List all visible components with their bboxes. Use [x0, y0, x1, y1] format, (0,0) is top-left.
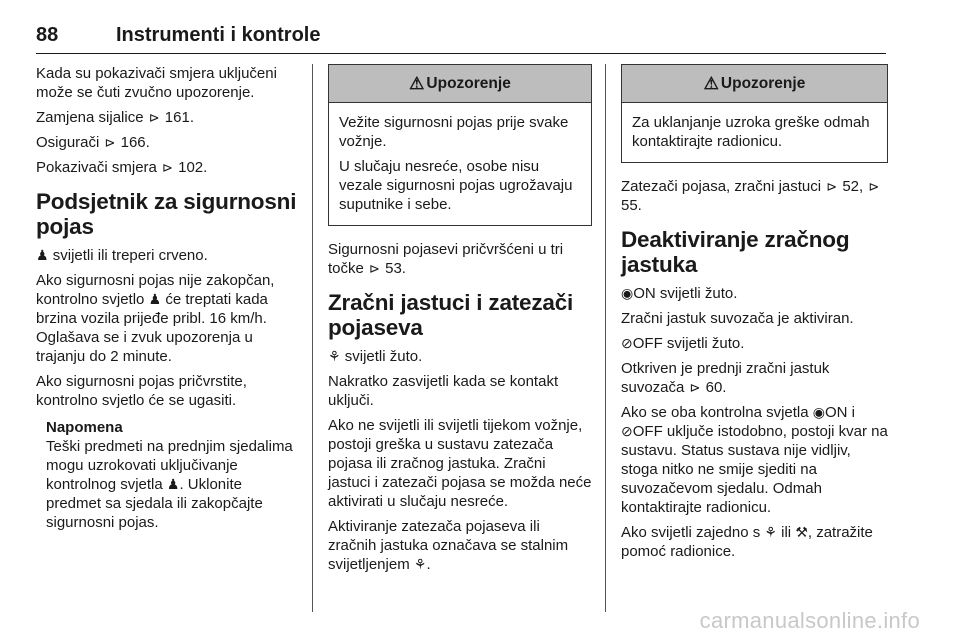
- paragraph: Otkriven je prednji zračni jastuk suvozača ⊳ 60.: [621, 360, 830, 396]
- page-ref-icon: ⊳: [104, 135, 116, 150]
- paragraph: ◉ON svijetli žuto.: [621, 285, 738, 302]
- paragraph: Sigurnosni pojasevi pričvršćeni u tri točke ⊳ 53.: [328, 241, 564, 277]
- wrench-icon: ⚒: [795, 524, 808, 540]
- column-3: [621, 64, 888, 567]
- paragraph: Zatezači pojasa, zračni jastuci ⊳ 52, ⊳ 55.: [621, 178, 880, 214]
- page-ref-icon: ⊳: [826, 179, 838, 194]
- page-number: 88: [36, 24, 59, 46]
- paragraph: ♟ svijetli ili treperi crveno.: [36, 247, 208, 264]
- airbag-icon: ⚘: [328, 348, 341, 364]
- note-title: Napomena: [46, 419, 123, 436]
- airbag-icon: ⚘: [413, 556, 427, 572]
- section-heading-airbag: Zračni jastuci i zatezači pojaseva: [328, 290, 574, 340]
- page-ref[interactable]: 161.: [164, 109, 194, 126]
- page-ref-icon: ⊳: [148, 110, 160, 125]
- seatbelt-icon: ♟: [36, 247, 49, 263]
- paragraph: Zračni jastuk suvozača je aktiviran.: [621, 310, 854, 327]
- warning-icon: ⚠: [703, 73, 719, 93]
- column-divider: [312, 64, 313, 612]
- paragraph: Kada su pokazivači smjera uključeni može se čuti zvučno upozorenje.: [36, 65, 277, 101]
- paragraph: Ako ne svijetli ili svijetli tijekom vožnje, postoji greška u sustavu zatezača pojasa ili zračnog jastuka. Zračni jastuci i zatezači pojasa se možda neće aktivirati u slučaju nesreće.: [328, 417, 592, 510]
- page-ref-icon: ⊳: [162, 160, 173, 175]
- page-ref-icon: ⊳: [369, 261, 380, 276]
- page-ref[interactable]: 102.: [178, 159, 208, 176]
- paragraph: ⚘ svijetli žuto.: [328, 348, 423, 365]
- column-2: [328, 64, 592, 580]
- paragraph: Nakratko zasvijetli kada se kontakt uključi.: [328, 373, 559, 409]
- page-ref[interactable]: 55.: [621, 197, 642, 214]
- warning-box: [328, 64, 592, 226]
- paragraph: Pokazivači smjera ⊳ 102.: [36, 159, 208, 176]
- page-ref[interactable]: 53.: [385, 260, 406, 277]
- chapter-title: Instrumenti i kontrole: [116, 24, 321, 46]
- page-ref[interactable]: 60.: [705, 379, 727, 396]
- page-ref-icon: ⊳: [689, 380, 701, 395]
- paragraph: Zamjena sijalice ⊳ 161.: [36, 109, 194, 126]
- note-box: [46, 418, 298, 532]
- page-ref[interactable]: 52,: [842, 178, 864, 195]
- paragraph: ⊘OFF svijetli žuto.: [621, 335, 745, 352]
- page-ref[interactable]: 166.: [120, 134, 150, 151]
- seatbelt-icon: ♟: [166, 476, 180, 492]
- paragraph: Ako se oba kontrolna svjetla ◉ON i ⊘OFF uključe istodobno, postoji kvar na sustavu. Status sustava nije vidljiv, stoga nitko ne smije sjediti na suvozačevom sjedalu. Odmah kontaktirajte radionicu.: [621, 404, 888, 516]
- warning-icon: ⚠: [409, 73, 425, 93]
- paragraph: Ako svijetli zajedno s ⚘ ili ⚒, zatražite pomoć radionice.: [621, 524, 873, 560]
- seatbelt-icon: ♟: [148, 291, 162, 307]
- airbag-on-icon: ◉: [812, 404, 826, 420]
- column-1: [36, 64, 298, 532]
- warning-text: Vežite sigurnosni pojas prije svake vožnje.: [339, 114, 569, 150]
- watermark: carmanualsonline.info: [699, 608, 920, 633]
- warning-header: ⚠ Upozorenje: [329, 65, 591, 103]
- airbag-off-icon: ⊘: [621, 335, 633, 351]
- warning-text: Za uklanjanje uzroka greške odmah kontaktirajte radionicu.: [632, 114, 870, 150]
- warning-body: [622, 103, 887, 162]
- warning-text: U slučaju nesreće, osobe nisu vezale sigurnosni pojas ugrožavaju suputnike i sebe.: [339, 158, 573, 213]
- warning-body: [329, 103, 591, 225]
- airbag-on-icon: ◉: [621, 285, 634, 301]
- paragraph: Osigurači ⊳ 166.: [36, 134, 150, 151]
- page-header: [36, 22, 886, 54]
- note-text: Teški predmeti na prednjim sjedalima mogu uzrokovati uključivanje kontrolnog svjetla ♟. Uklonite predmet sa sjedala ili zakopčajte sigurnosni pojas.: [46, 438, 293, 531]
- airbag-icon: ⚘: [764, 524, 777, 540]
- page-ref-icon: ⊳: [868, 179, 880, 194]
- section-heading-deactivation: Deaktiviranje zračnog jastuka: [621, 227, 850, 277]
- warning-header: ⚠ Upozorenje: [622, 65, 887, 103]
- paragraph: Aktiviranje zatezača pojaseva ili zračnih jastuka označava se stalnim svijetljenjem ⚘.: [328, 518, 569, 573]
- column-divider: [605, 64, 606, 612]
- paragraph: Ako sigurnosni pojas pričvrstite, kontrolno svjetlo će se ugasiti.: [36, 373, 247, 409]
- airbag-off-icon: ⊘: [621, 423, 633, 439]
- paragraph: Ako sigurnosni pojas nije zakopčan, kontrolno svjetlo ♟ će treptati kada brzina vozila prijeđe pribl. 16 km/h. Oglašava se i zvuk upozorenja u trajanju do 2 minute.: [36, 272, 275, 365]
- warning-box: [621, 64, 888, 163]
- section-heading-seatbelt: Podsjetnik za sigurnosni pojas: [36, 189, 297, 239]
